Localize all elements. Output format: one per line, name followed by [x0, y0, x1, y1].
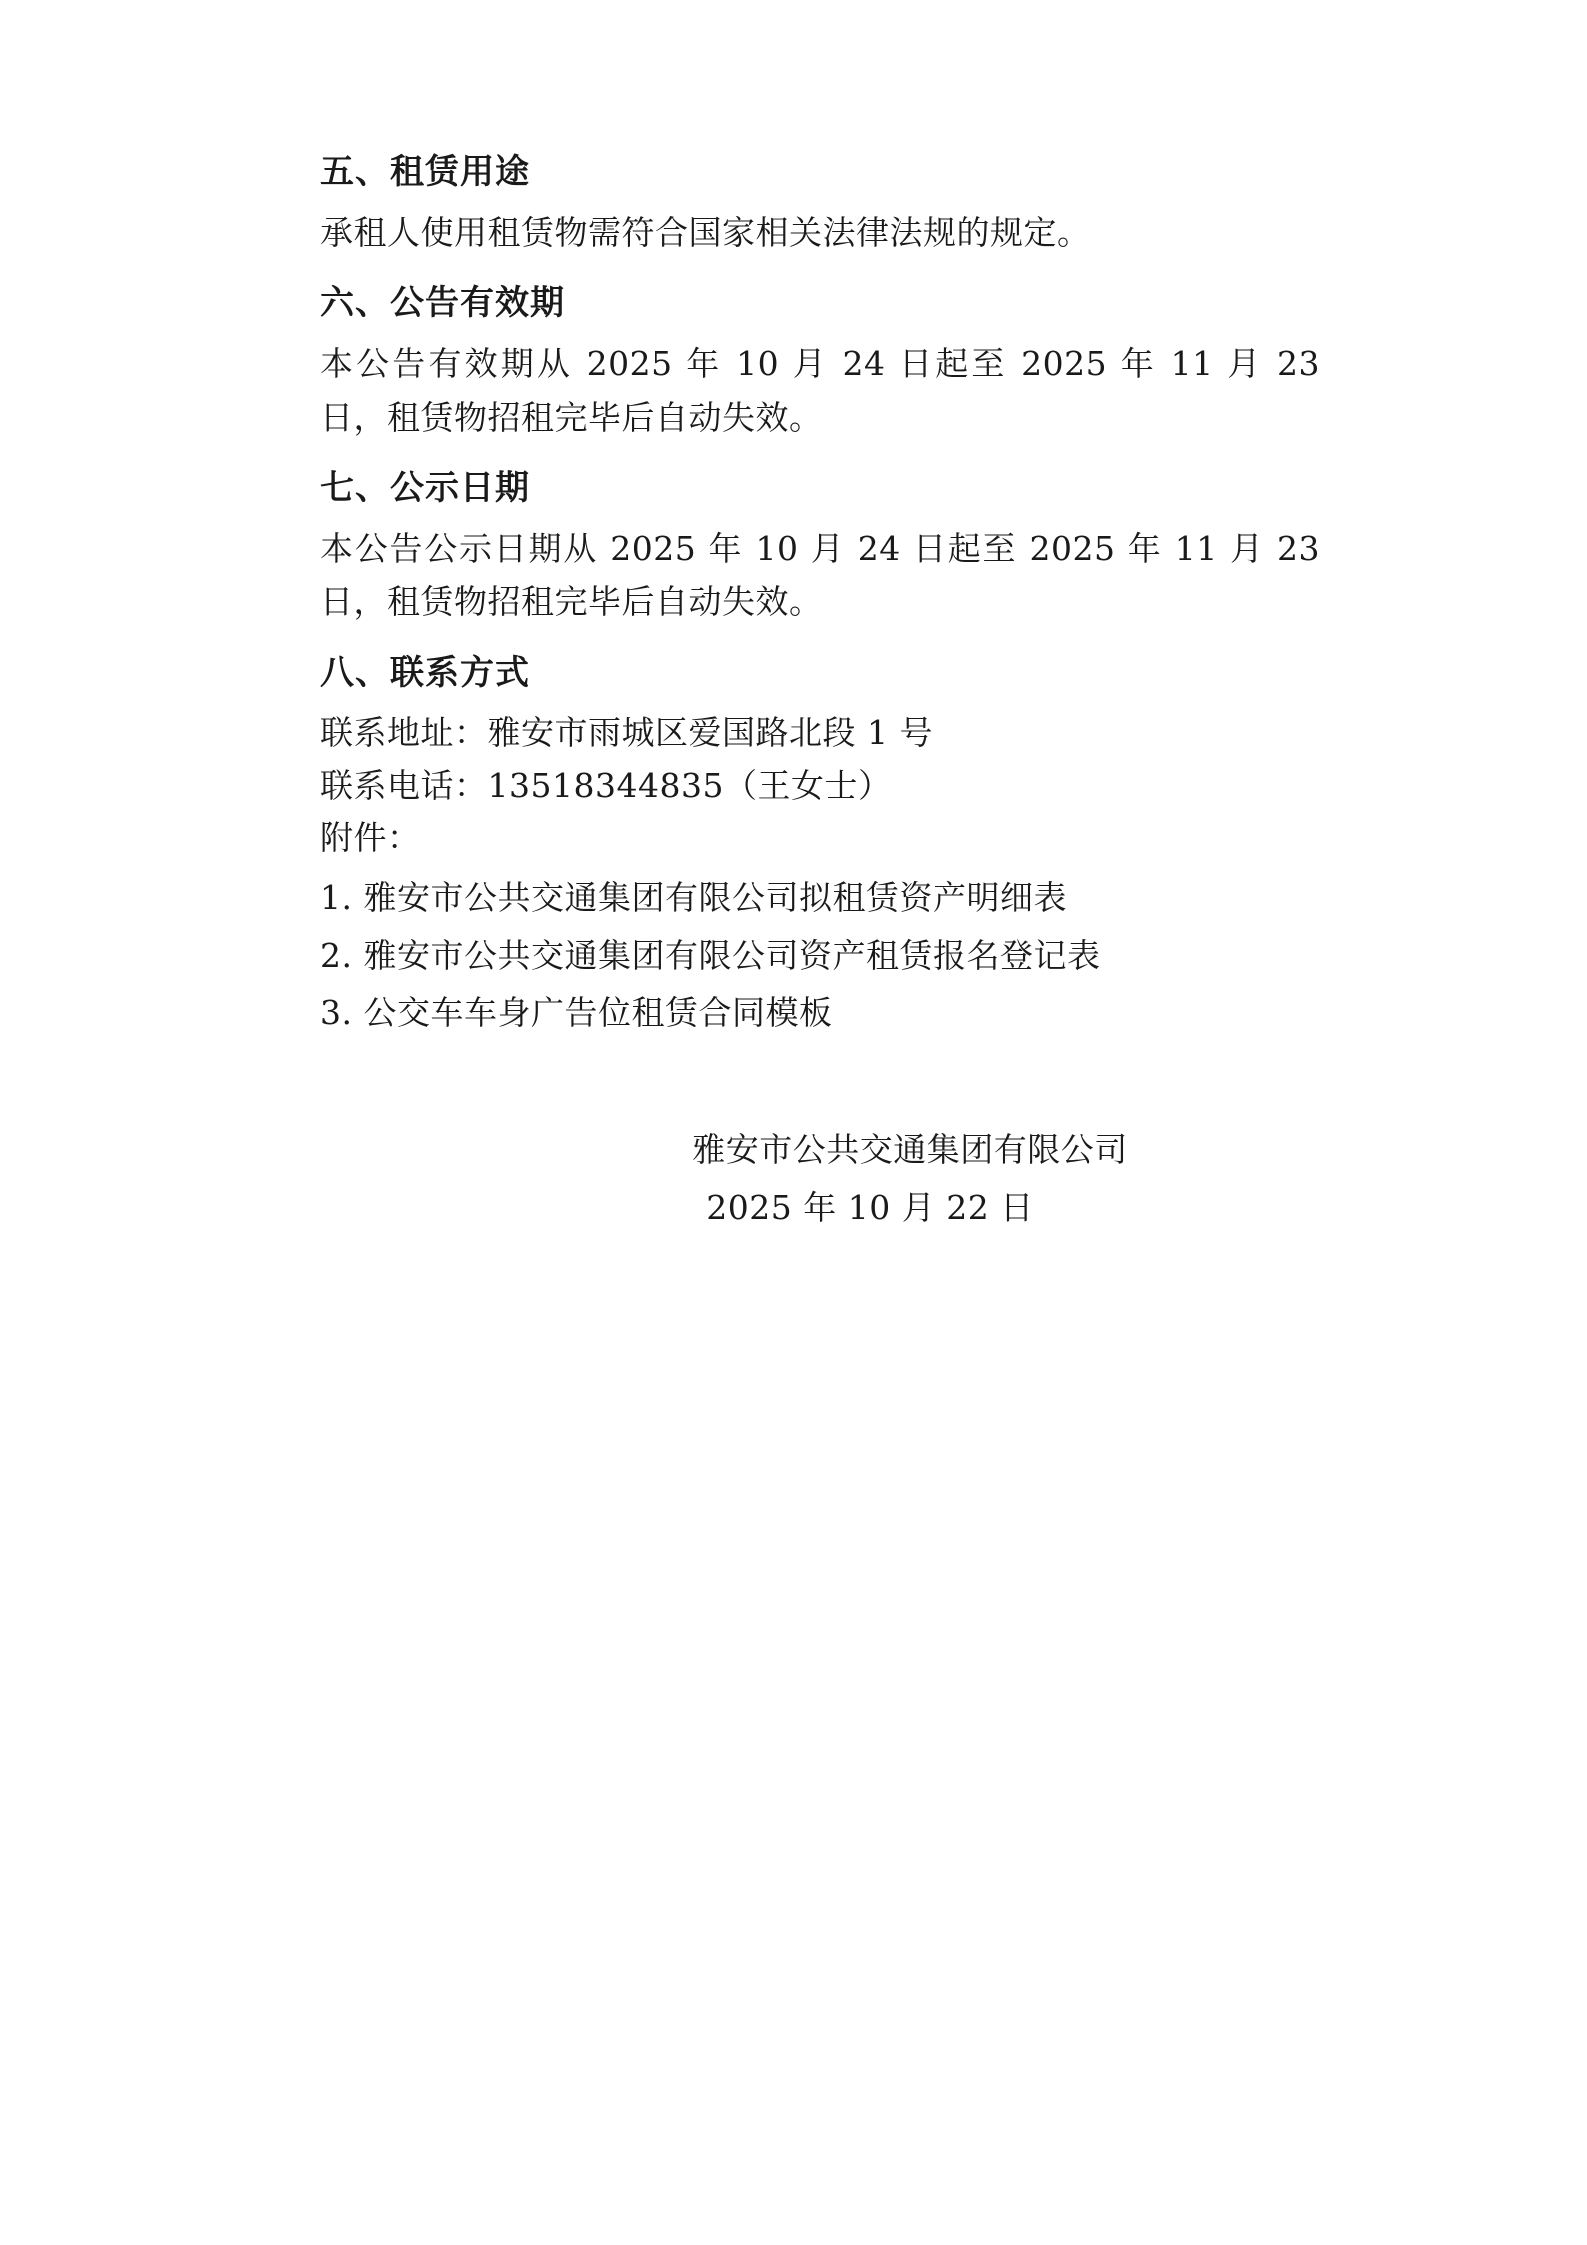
signature-block — [320, 1124, 1320, 1236]
attachment-item: 2. 雅安市公共交通集团有限公司资产租赁报名登记表 — [320, 935, 1101, 975]
signature-organization: 雅安市公共交通集团有限公司 — [692, 1129, 1128, 1169]
section-heading-contact: 八、联系方式 — [320, 652, 530, 693]
document-body — [320, 150, 1320, 1235]
section-heading-rental-use: 五、租赁用途 — [320, 152, 530, 192]
section-heading-publicity-date: 七、公示日期 — [320, 468, 530, 509]
attachment-item: 3. 公交车车身广告位租赁合同模板 — [320, 993, 833, 1033]
attachments-title: 附件： — [320, 818, 421, 858]
section-paragraph-validity-period: 本公告有效期从 2025 年 10 月 24 日起至 2025 年 11 月 23 日，租赁物招租完毕后自动失效。 — [320, 344, 1320, 437]
attachment-item: 1. 雅安市公共交通集团有限公司拟租赁资产明细表 — [320, 878, 1067, 918]
section-paragraph-publicity-date: 本公告公示日期从 2025 年 10 月 24 日起至 2025 年 11 月 23 日，租赁物招租完毕后自动失效。 — [320, 529, 1320, 622]
contact-phone: 联系电话：13518344835（王女士） — [320, 765, 892, 805]
section-heading-validity-period: 六、公告有效期 — [320, 283, 565, 324]
section-paragraph-rental-use: 承租人使用租赁物需符合国家相关法律法规的规定。 — [320, 212, 1091, 252]
signature-date: 2025 年 10 月 22 日 — [706, 1188, 1034, 1228]
contact-address: 联系地址：雅安市雨城区爱国路北段 1 号 — [320, 712, 933, 752]
